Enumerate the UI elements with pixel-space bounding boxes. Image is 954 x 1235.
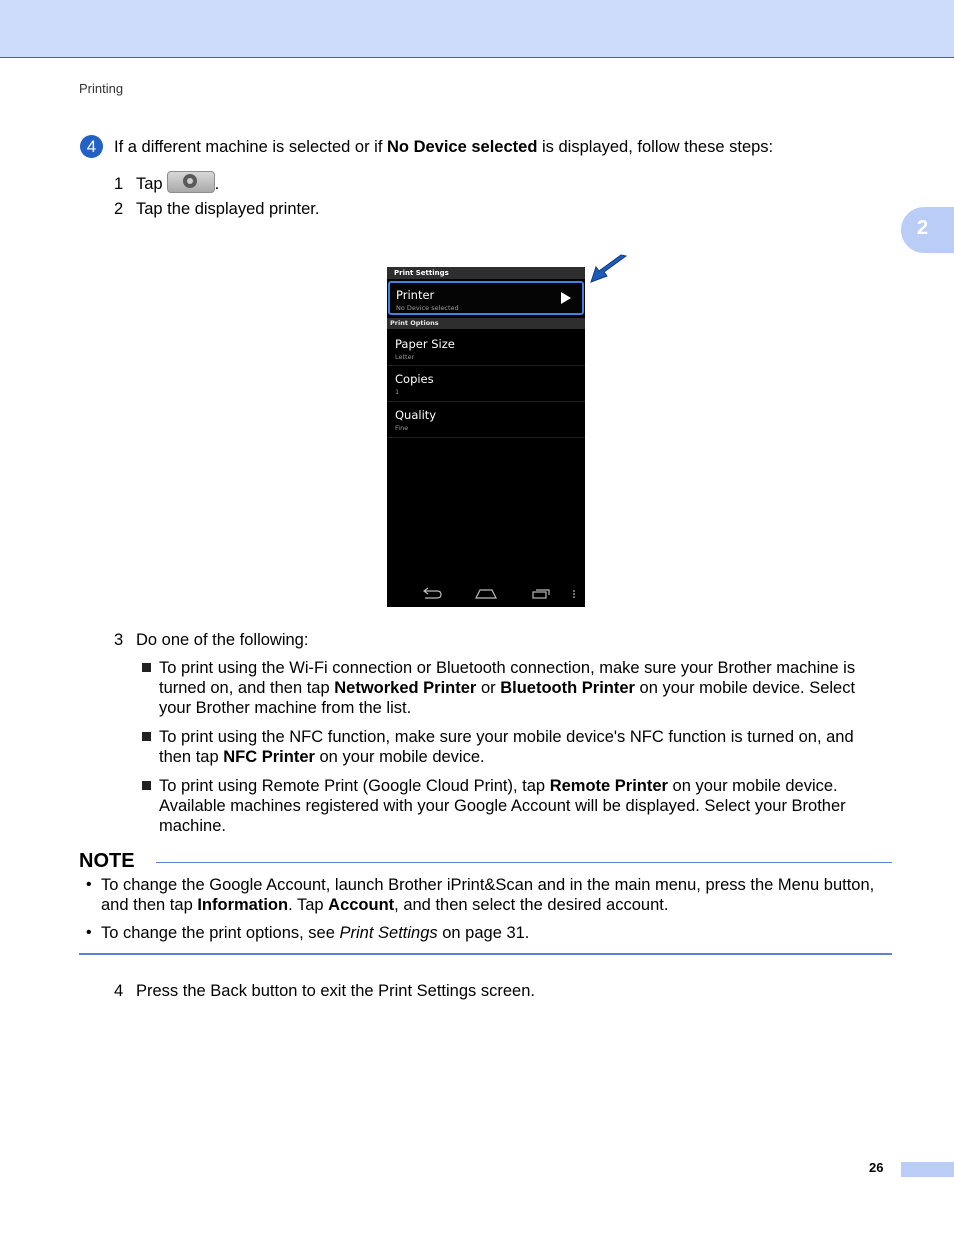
overflow-menu-icon[interactable] [573,590,575,598]
option-quality[interactable]: Quality Fine [387,402,585,438]
printer-row[interactable] [388,281,584,315]
print-options-header: Print Options [387,318,585,329]
chapter-tab [901,207,954,253]
settings-gear-icon [167,171,215,193]
bullet-remote-print: To print using Remote Print (Google Cloud Print), tap Remote Printer on your mobile device. Available machines registered with your Google Account will be displayed. Select your Brother machine. [159,777,846,835]
note-item-google-account: To change the Google Account, launch Brother iPrint&Scan and in the main menu, press the Menu button, and then tap Information. Tap Account, and then select the desired account. [101,876,875,914]
running-head: Printing [79,81,124,96]
option-paper-size[interactable]: Paper Size Letter [387,330,585,366]
note-title: NOTE [79,850,135,872]
footer-tab [901,1162,954,1177]
bullet-nfc: To print using the NFC function, make sure your mobile device's NFC function is turned on, and then tap NFC Printer on your mobile device. [159,728,854,766]
callout-arrow-icon [588,252,630,286]
bullet-wifi-bluetooth: To print using the Wi-Fi connection or Bluetooth connection, make sure your Brother machine is turned on, and then tap Networked Printer or Bluetooth Printer on your mobile device. Select your Brother machine from the list. [159,659,856,717]
print-settings-link[interactable]: Print Settings [339,924,438,942]
phone-screenshot [387,267,585,607]
chapter-number: 2 [917,217,929,239]
nav-icons [387,582,585,607]
note-rule [156,862,892,863]
printer-status: No Device selected [396,304,459,312]
printer-title: Printer [396,288,435,302]
option-copies[interactable]: Copies 1 [387,366,585,402]
back-icon[interactable] [424,588,441,598]
recent-apps-icon[interactable] [533,590,549,598]
note-bullet-dot: • [86,924,92,941]
square-bullet-icon [142,663,151,672]
page-number: 26 [869,1160,884,1175]
note-bullet-dot: • [86,876,92,893]
note-item-print-options: To change the print options, see Print Settings on page 31. [101,924,530,942]
play-arrow-icon [561,292,571,304]
print-settings-header: Print Settings [387,267,585,279]
substep-1: 1 Tap . [114,171,219,194]
square-bullet-icon [142,732,151,741]
substep-4: 4 Press the Back button to exit the Print Settings screen. [114,982,535,1000]
substep-2: 2 Tap the displayed printer. [114,200,320,218]
square-bullet-icon [142,781,151,790]
header-band [0,0,954,58]
android-nav-bar [387,582,585,607]
step-number-badge: 4 [80,135,103,158]
step-intro: If a different machine is selected or if No Device selected is displayed, follow these steps: [114,138,774,156]
home-icon[interactable] [476,590,496,598]
substep-3: 3 Do one of the following: [114,631,309,649]
note-end-rule [79,953,892,955]
